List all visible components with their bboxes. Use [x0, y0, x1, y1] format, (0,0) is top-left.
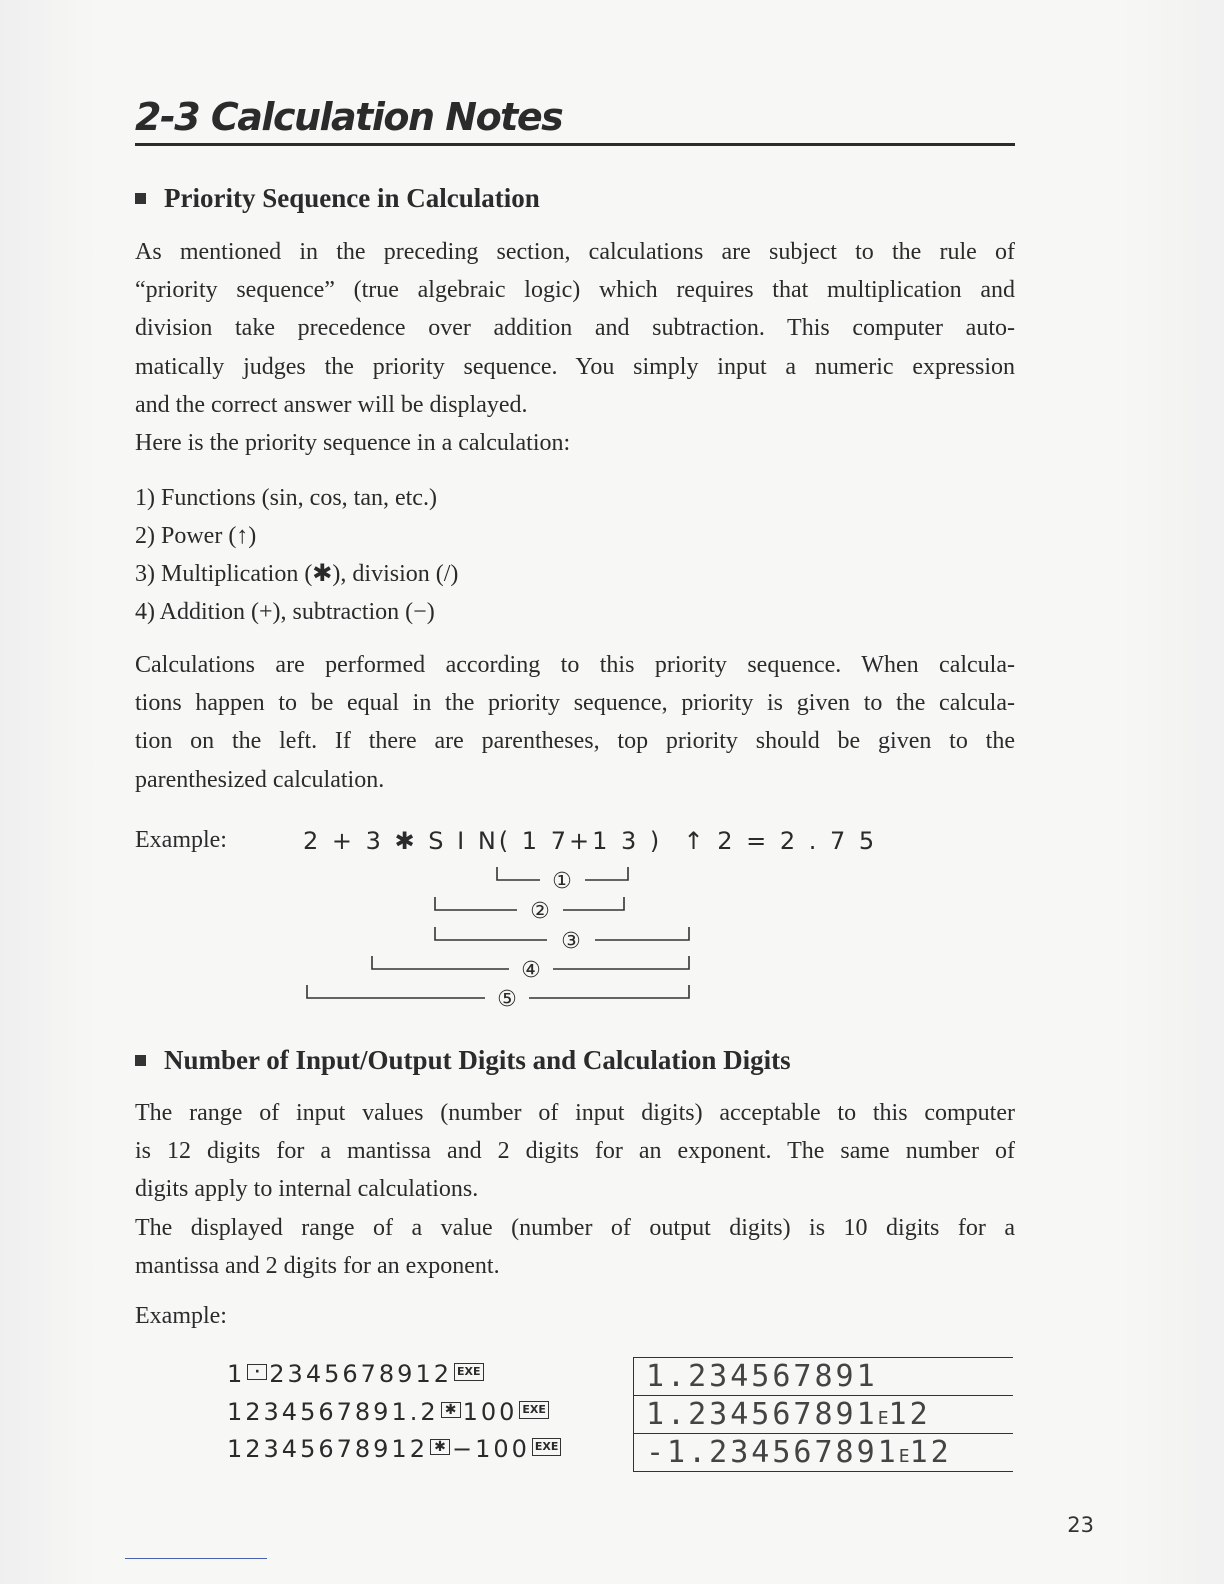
display-results-table — [633, 1357, 1013, 1472]
example-label: Example: — [135, 827, 227, 853]
text-line: matically judges the priority sequence. You simply input a numeric expression — [135, 353, 1015, 380]
order-mark-1: ① — [552, 869, 572, 894]
key-digits: 1.2 — [391, 1398, 439, 1426]
priority-order-diagram — [135, 95, 1015, 1015]
multiply-key-icon: ✱ — [430, 1439, 450, 1455]
key-digits: −100 — [451, 1435, 530, 1463]
display-row — [633, 1395, 1013, 1433]
key-digits: 2345678912 — [269, 1360, 452, 1388]
chapter-title: 2-3 Calculation Notes — [135, 95, 1015, 146]
text-line: mantissa and 2 digits for an exponent. — [135, 1252, 500, 1279]
display-exponent-mark: E — [898, 1446, 910, 1467]
key-digits: 100 — [462, 1398, 518, 1426]
page-right-shadow — [1120, 0, 1224, 1584]
exe-key-icon: EXE — [519, 1401, 549, 1419]
display-mantissa: 1.234567891 — [646, 1359, 878, 1394]
text-line: parenthesized calculation. — [135, 766, 385, 793]
footer-rule — [125, 1558, 267, 1559]
text-line: and the correct answer will be displayed. — [135, 391, 528, 418]
list-item: 2) Power (↑) — [135, 523, 257, 549]
multiply-key-icon: ✱ — [441, 1402, 461, 1418]
example-expression: 2 + 3 ✱ S I N( 1 7+1 3 ) ↑ 2 = 2 . 7 5 — [303, 827, 878, 855]
list-item: 3) Multiplication (✱), division (/) — [135, 561, 459, 587]
key-sequence-3 — [227, 1435, 563, 1463]
text-line: Calculations are performed according to this priority sequence. When calcula- — [135, 652, 1015, 678]
section-heading-digits — [135, 1045, 791, 1076]
list-item: 1) Functions (sin, cos, tan, etc.) — [135, 485, 437, 511]
display-row — [633, 1357, 1013, 1395]
display-exponent-mark: E — [877, 1408, 889, 1429]
list-item: 4) Addition (+), subtraction (−) — [135, 599, 435, 625]
digits-paragraph-1 — [135, 1094, 1015, 1285]
text-line: is 12 digits for a mantissa and 2 digits for an exponent. The same number of — [135, 1138, 1015, 1165]
key-digits: 12345678912 — [227, 1435, 428, 1463]
text-line: “priority sequence” (true algebraic logic) which requires that multiplication and — [135, 277, 1015, 304]
display-exponent: 12 — [888, 1397, 931, 1432]
text-line: The range of input values (number of input digits) acceptable to this computer — [135, 1100, 1015, 1126]
exe-key-icon: EXE — [454, 1363, 484, 1381]
text-line: The displayed range of a value (number of output digits) is 10 digits for a — [135, 1214, 1015, 1241]
square-bullet-icon — [135, 1055, 146, 1066]
order-mark-2: ② — [530, 899, 550, 924]
text-line: As mentioned in the preceding section, calculations are subject to the rule of — [135, 239, 1015, 265]
decimal-point-key-icon: · — [247, 1364, 267, 1380]
display-exponent: 12 — [909, 1435, 952, 1470]
key-digits: 1 — [227, 1360, 246, 1388]
display-mantissa: -1.234567891 — [646, 1435, 899, 1470]
section-heading-text: Priority Sequence in Calculation — [164, 183, 540, 213]
text-line: tion on the left. If there are parentheses, top priority should be given to the — [135, 728, 1015, 755]
page-content — [135, 95, 1015, 1470]
key-sequence-1 — [227, 1360, 486, 1388]
page-number: 23 — [1067, 1513, 1094, 1537]
key-digits: 123456789 — [227, 1398, 392, 1426]
key-sequence-2 — [227, 1398, 551, 1426]
section-heading-text: Number of Input/Output Digits and Calculation Digits — [164, 1045, 791, 1075]
display-row — [633, 1433, 1013, 1472]
exe-key-icon: EXE — [532, 1438, 562, 1456]
order-mark-5: ⑤ — [497, 987, 517, 1012]
text-line: tions happen to be equal in the priority sequence, priority is given to the calcula- — [135, 690, 1015, 717]
page-left-shadow — [0, 0, 98, 1584]
text-line: division take precedence over addition and subtraction. This computer auto- — [135, 315, 1015, 342]
example-label: Example: — [135, 1303, 227, 1329]
text-line: Here is the priority sequence in a calculation: — [135, 430, 571, 457]
display-mantissa: 1.234567891 — [646, 1397, 878, 1432]
order-mark-4: ④ — [521, 958, 541, 983]
order-mark-3: ③ — [561, 929, 581, 954]
text-line: digits apply to internal calculations. — [135, 1176, 479, 1203]
